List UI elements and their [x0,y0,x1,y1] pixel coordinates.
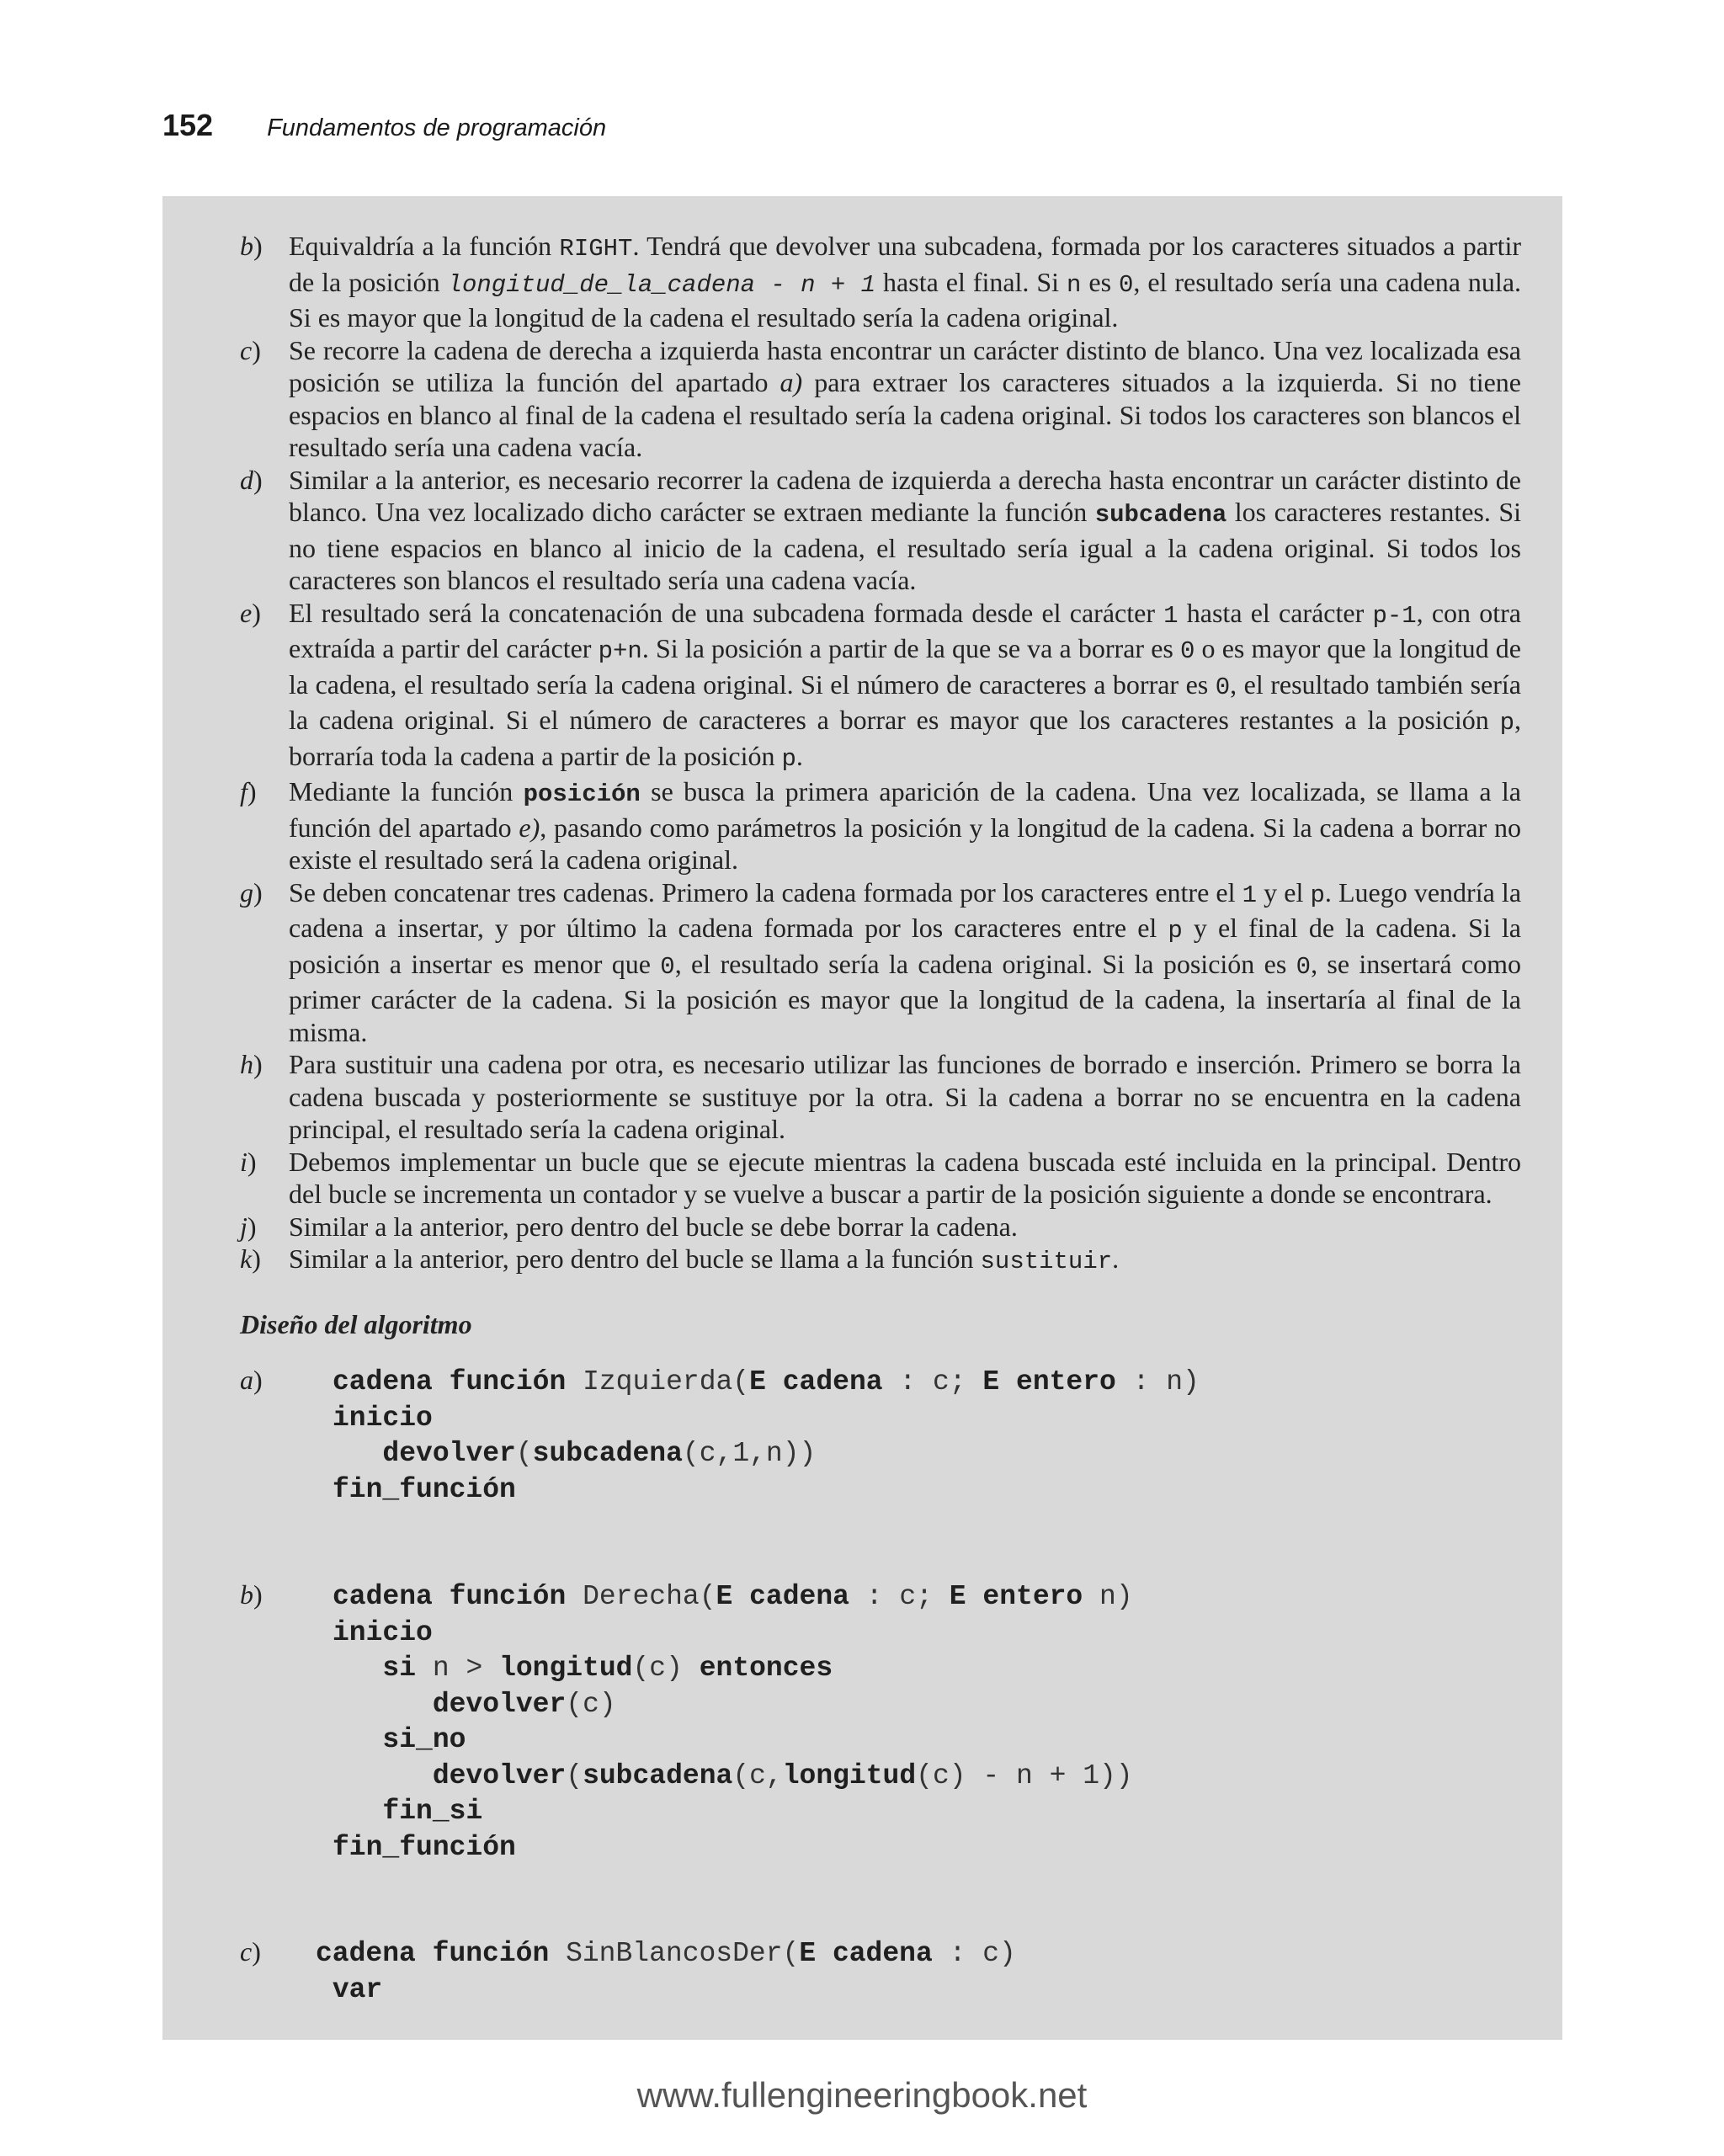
code-listing [333,1365,1200,1508]
code-line: inicio [333,1616,433,1648]
code-line: fin_si [382,1796,483,1827]
list-item [240,775,1521,876]
item-label: h ) [240,1048,289,1146]
item-text: Equivaldría a la función RIGHT. Tendrá que devolver una subcadena, formada por los caracteres situados a partir de la posición longitud_de_la_cadena - n + 1 hasta el final. Si n es 0, el resultado sería una cadena nula. Si es mayor que la longitud de la cadena el resultado sería la cadena original. [289,231,1522,333]
section-title: Diseño del algoritmo [240,1309,472,1339]
code-block-c [240,1936,1503,2020]
item-label: d ) [240,464,289,597]
inline-code: p [1310,881,1325,909]
answers-list [240,230,1521,1279]
code-listing [316,1936,1016,2008]
code-line: si_no [382,1724,466,1755]
list-item [240,1243,1521,1279]
inline-keyword: posición [523,780,641,808]
item-text: Similar a la anterior, pero dentro del bucle se llama a la función sustituir. [289,1243,1120,1275]
code-label: a ) [240,1365,263,1396]
inline-code: 1 [1163,601,1179,630]
code-block-a [240,1365,1503,1533]
code-line: si n > longitud(c) entonces [382,1653,833,1684]
inline-code: 0 [1215,673,1231,701]
code-label: b ) [240,1579,263,1610]
list-item [240,1146,1521,1211]
list-item [240,334,1521,464]
inline-code: p-1 [1372,601,1417,630]
item-text: Para sustituir una cadena por otra, es necesario utilizar las funciones de borrado e inserción. Primero se borra la cadena buscada y posteriormente se sustituye por la otra. Si la cadena a borrar no se encuentra en la cadena principal, el resultado sería la cadena original. [289,1049,1521,1144]
code-line: devolver(c) [432,1688,616,1720]
running-header [162,108,606,148]
item-label: f ) [240,775,289,876]
list-item [240,464,1521,597]
inline-code: p [1168,917,1183,945]
inline-code: 0 [1119,270,1134,299]
code-line: cadena función Izquierda(E cadena : c; E entero : n) [333,1366,1200,1397]
item-label: g ) [240,876,289,1049]
item-label: c ) [240,334,289,464]
list-item [240,597,1521,776]
inline-code: p [781,744,796,773]
code-label: c ) [240,1936,261,1967]
item-text: Se deben concatenar tres cadenas. Primero la cadena formada por los caracteres entre el 1 y el p. Luego vendría la cadena a insertar, y por último la cadena formada por los caracteres entre el p y el final de la cadena. Si la posición a insertar es menor que 0, el resultado sería la cadena original. Si la posición es 0, se insertará como primer carácter de la cadena. Si la posición es mayor que la longitud de la cadena, la insertaría al final de la misma. [289,876,1522,1047]
item-text: Similar a la anterior, pero dentro del bucle se debe borrar la cadena. [289,1211,1018,1242]
inline-code: 0 [1296,952,1312,981]
item-text: Similar a la anterior, es necesario recorrer la cadena de izquierda a derecha hasta encontrar un carácter distinto de blanco. Una vez localizado dicho carácter se extraen mediante la función subcadena los caracteres restantes. Si no tiene espacios en blanco al inicio de la cadena, el resultado sería igual a la cadena original. Si todos los caracteres son blancos el resultado sería una cadena vacía. [289,464,1522,595]
footer-url: www.fullengineeringbook.net [636,2075,1088,2115]
code-listing [333,1579,1133,1866]
list-item [240,230,1521,334]
inline-code: sustituir [980,1248,1113,1275]
item-label: k ) [240,1243,289,1279]
item-text: Debemos implementar un bucle que se ejecute mientras la cadena buscada esté incluida en la principal. Dentro del bucle se incrementa un contador y se vuelve a buscar a partir de la posición siguiente a donde se encontrara. [289,1146,1521,1209]
item-label: b ) [240,230,289,334]
inline-code: p [1499,709,1514,737]
running-title: Fundamentos de programación [267,114,607,141]
code-line: var [332,1973,383,2005]
code-line: cadena función Derecha(E cadena : c; E entero n) [333,1581,1133,1612]
item-text: Mediante la función posición se busca la primera aparición de la cadena. Una vez localizada, se llama a la función del apartado e), pasando como parámetros la posición y la longitud de la cadena. Si la cadena a borrar no existe el resultado será la cadena original. [289,776,1522,875]
item-text: Se recorre la cadena de derecha a izquierda hasta encontrar un carácter distinto de blanco. Una vez localizada esa posición se utiliza la función del apartado a) para extraer los caracteres situados a la izquierda. Si no tiene espacios en blanco al final de la cadena el resultado sería la cadena original. Si todos los caracteres son blancos el resultado sería una cadena vacía. [289,334,1522,462]
code-block-b [240,1579,1503,1882]
code-line: fin_función [333,1473,516,1505]
code-line: fin_función [333,1831,516,1863]
list-item [240,876,1521,1049]
item-label: i ) [240,1146,289,1211]
inline-reference: a) [780,367,803,397]
inline-code: p+n [598,637,642,665]
list-item [240,1211,1521,1243]
item-label: e ) [240,597,289,776]
inline-code: RIGHT [559,235,633,263]
inline-code: 0 [660,952,675,981]
answer-box [162,196,1562,2040]
inline-keyword: subcadena [1094,501,1227,529]
inline-code: longitud_de_la_cadena - n + 1 [447,270,876,299]
item-label: j ) [240,1211,289,1243]
inline-code: n [1067,270,1082,299]
inline-code: 1 [1242,881,1258,909]
code-line: devolver(subcadena(c,1,n)) [382,1438,817,1469]
page-number: 152 [162,108,214,142]
code-line: devolver(subcadena(c,longitud(c) - n + 1)) [432,1759,1133,1791]
inline-code: 0 [1180,637,1195,665]
item-text: El resultado será la concatenación de una subcadena formada desde el carácter 1 hasta el carácter p-1, con otra extraída a partir del carácter p+n. Si la posición a partir de la que se va a borrar es 0 o es mayor que la longitud de la cadena, el resultado sería la cadena original. Si el número de caracteres a borrar es 0, el resultado también sería la cadena original. Si el número de caracteres a borrar es mayor que los caracteres restantes a la posición p, borraría toda la cadena a partir de la posición p. [289,597,1522,773]
inline-reference: e) [519,812,540,843]
code-line: cadena función SinBlancosDer(E cadena : c) [316,1938,1016,1969]
code-line: inicio [333,1402,433,1434]
list-item [240,1048,1521,1146]
